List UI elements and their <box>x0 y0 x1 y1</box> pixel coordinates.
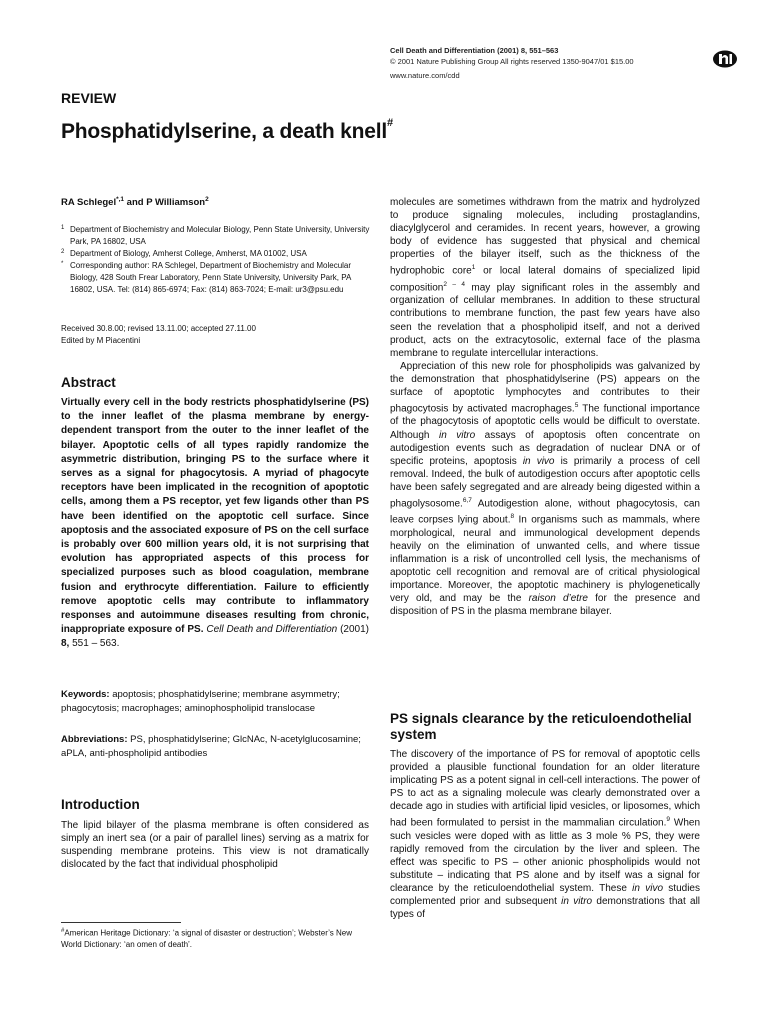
section-label: REVIEW <box>61 90 117 106</box>
paragraph-3: The discovery of the importance of PS for removal of apoptotic cells provided a plausible functional foundation for an older literature implicating PS as a potent signal in cell-cell interactions. The power of PS to act as a signaling molecule was clearly demonstrated over a decade ago in studies with artificial lipid vesicles, or liposomes, which had been formulated to persist in the mammalian circulation.$^9$ When such vesicles were doped with as little as 3 mole % PS, they were rapidly removed from the circulation by the liver and spleen. The effect was specific to PS – other anionic phospholipids would not substitute – indicating that PS alone and by itself was a signal for clearance by the reticuloendothelial system. These in vivo studies complemented prior and subsequent in vitro demonstrations that all types of <box>390 749 701 921</box>
keywords: Keywords: apoptosis; phosphatidylserine; membrane asymmetry; phagocytosis; macrophages; aminophospholipid translocase <box>61 689 340 714</box>
abstract-heading: Abstract <box>61 375 116 390</box>
paragraph-2: Appreciation of this new role for phospholipids was galvanized by the demonstration that phosphatidylserine (PS) appears on the surface of apoptotic lymphocytes and contributes to their phagocytosis by activated macrophages.$^5$ The functional importance of the phagocytosis of apoptotic cells would be difficult to overstate. Although in vitro assays of apoptosis often concentrate on autodigestion events such as degradation of nuclear DNA or of specific proteins, apoptosis in vivo is primarily a process of cell removal. Indeed, the bulk of autodigestion occurs after apoptotic cells have been safely segregated and are already being digested within a phagolysosome.$^{6,7}$ Autodigestion alone, without phagocytosis, can leave corpses lying about.$^8$ In organisms such as mammals, where morphological, neural and immunological development depends heavily on the elimination of unwanted cells, and where tissue inflammation is a risk of uncontrolled cell lysis, the mechanisms of apoptotic cell recognition and removal are of critical physiological importance. Moreover, the apoptotic machinery is phylogenetically very old, and may be the raison d’etre for the presence and disposition of PS in the plasma membrane bilayer. <box>390 360 701 618</box>
introduction-text: The lipid bilayer of the plasma membrane is often considered as simply an inert sea (or a pair of parallel lines) serving as a matrix for suspending membrane proteins. This view is not dramatically dislocated by the fact that individual phospholipid <box>61 820 369 871</box>
paragraph-1: molecules are sometimes withdrawn from the matrix and hydrolyzed to produce signaling molecules, including prostaglandins, diacylglycerol and ceramides. In recent years, however, a growing body of evidence has suggested that physical and chemical properties of the bilayer itself, such as the thickness of the hydrophobic core$^1$ or local lateral domains of specialized lipid composition$^{2 - 4}$ may play significant roles in the assembly and organization of cellular membranes. In addition to these structural contributions to membrane function, the past few years have also seen the revelation that a phospholipid itself, and not a derived product, acts on the extracytosolic, external face of the plasma membrane to regulate intercellular interactions. <box>390 197 700 359</box>
received-dates: Received 30.8.00; revised 13.11.00; accepted 27.11.00 Edited by M Piacentini <box>61 324 256 345</box>
affiliations <box>61 224 371 296</box>
introduction-heading: Introduction <box>61 797 140 812</box>
author-line: RA Schlegel$^{*,1}$ and P Williamson$^2$ <box>61 196 209 209</box>
abbreviations: Abbreviations: PS, phosphatidylserine; GlcNAc, N-acetylglucosamine; aPLA, anti-phospholipid antibodies <box>61 734 361 759</box>
corresponding-author: * Corresponding author: RA Schlegel, Department of Biochemistry and Molecular Biology, 428 South Frear Laboratory, Penn State University, University Park, PA 16802, USA. Tel: (814) 865-6974; Fax: (814) 863-7024; E-mail: ur3@psu.edu <box>61 261 352 294</box>
affiliation-1: 1 Department of Biochemistry and Molecular Biology, Penn State University, University Park, PA 16802, USA <box>61 225 370 246</box>
section-heading-ps-signals: PS signals clearance by the reticuloendothelial system <box>390 711 692 742</box>
footnote-divider <box>61 922 181 923</box>
journal-citation: Cell Death and Differentiation (2001) 8, 551–563 <box>390 46 559 55</box>
article-title: Phosphatidylserine, a death knell# <box>61 117 393 143</box>
journal-url[interactable]: www.nature.com/cdd <box>390 71 460 80</box>
footnote: #American Heritage Dictionary: ‘a signal of disaster or destruction’; Webster’s New World Dictionary: ‘an omen of death’. <box>61 928 353 950</box>
nature-logo-icon <box>712 50 738 68</box>
affiliation-2: 2 Department of Biology, Amherst College, Amherst, MA 01002, USA <box>61 249 307 258</box>
copyright-line: © 2001 Nature Publishing Group All rights reserved 1350-9047/01 $15.00 <box>390 57 634 66</box>
body-column-2 <box>390 196 700 619</box>
abstract-text: Virtually every cell in the body restricts phosphatidylserine (PS) to the inner leaflet of the plasma membrane by energy-dependent transport from the outer to the inner leaflet of the bilayer. Apoptotic cells of all types rapidly randomize the asymmetric distribution, bringing PS to the surface where it serves as a signal for phagocytosis. A myriad of phagocyte receptors have been implicated in the recognition of apoptotic cells, among them a PS receptor, yet few ligands other than PS have been identified on the apoptotic cell surface. Since apoptosis and the associated exposure of PS on the cell surface is probably over 600 million years old, it is not surprising that evolution has appropriated aspects of this process for specialized purposes such as blood coagulation, membrane fusion and erythrocyte differentiation. Failure to efficiently remove apoptotic cells may contribute to inflammatory responses and autoimmune diseases resulting from chronic, inappropriate exposure of PS. Cell Death and Differentiation (2001) 8, 551 – 563. <box>61 397 369 650</box>
